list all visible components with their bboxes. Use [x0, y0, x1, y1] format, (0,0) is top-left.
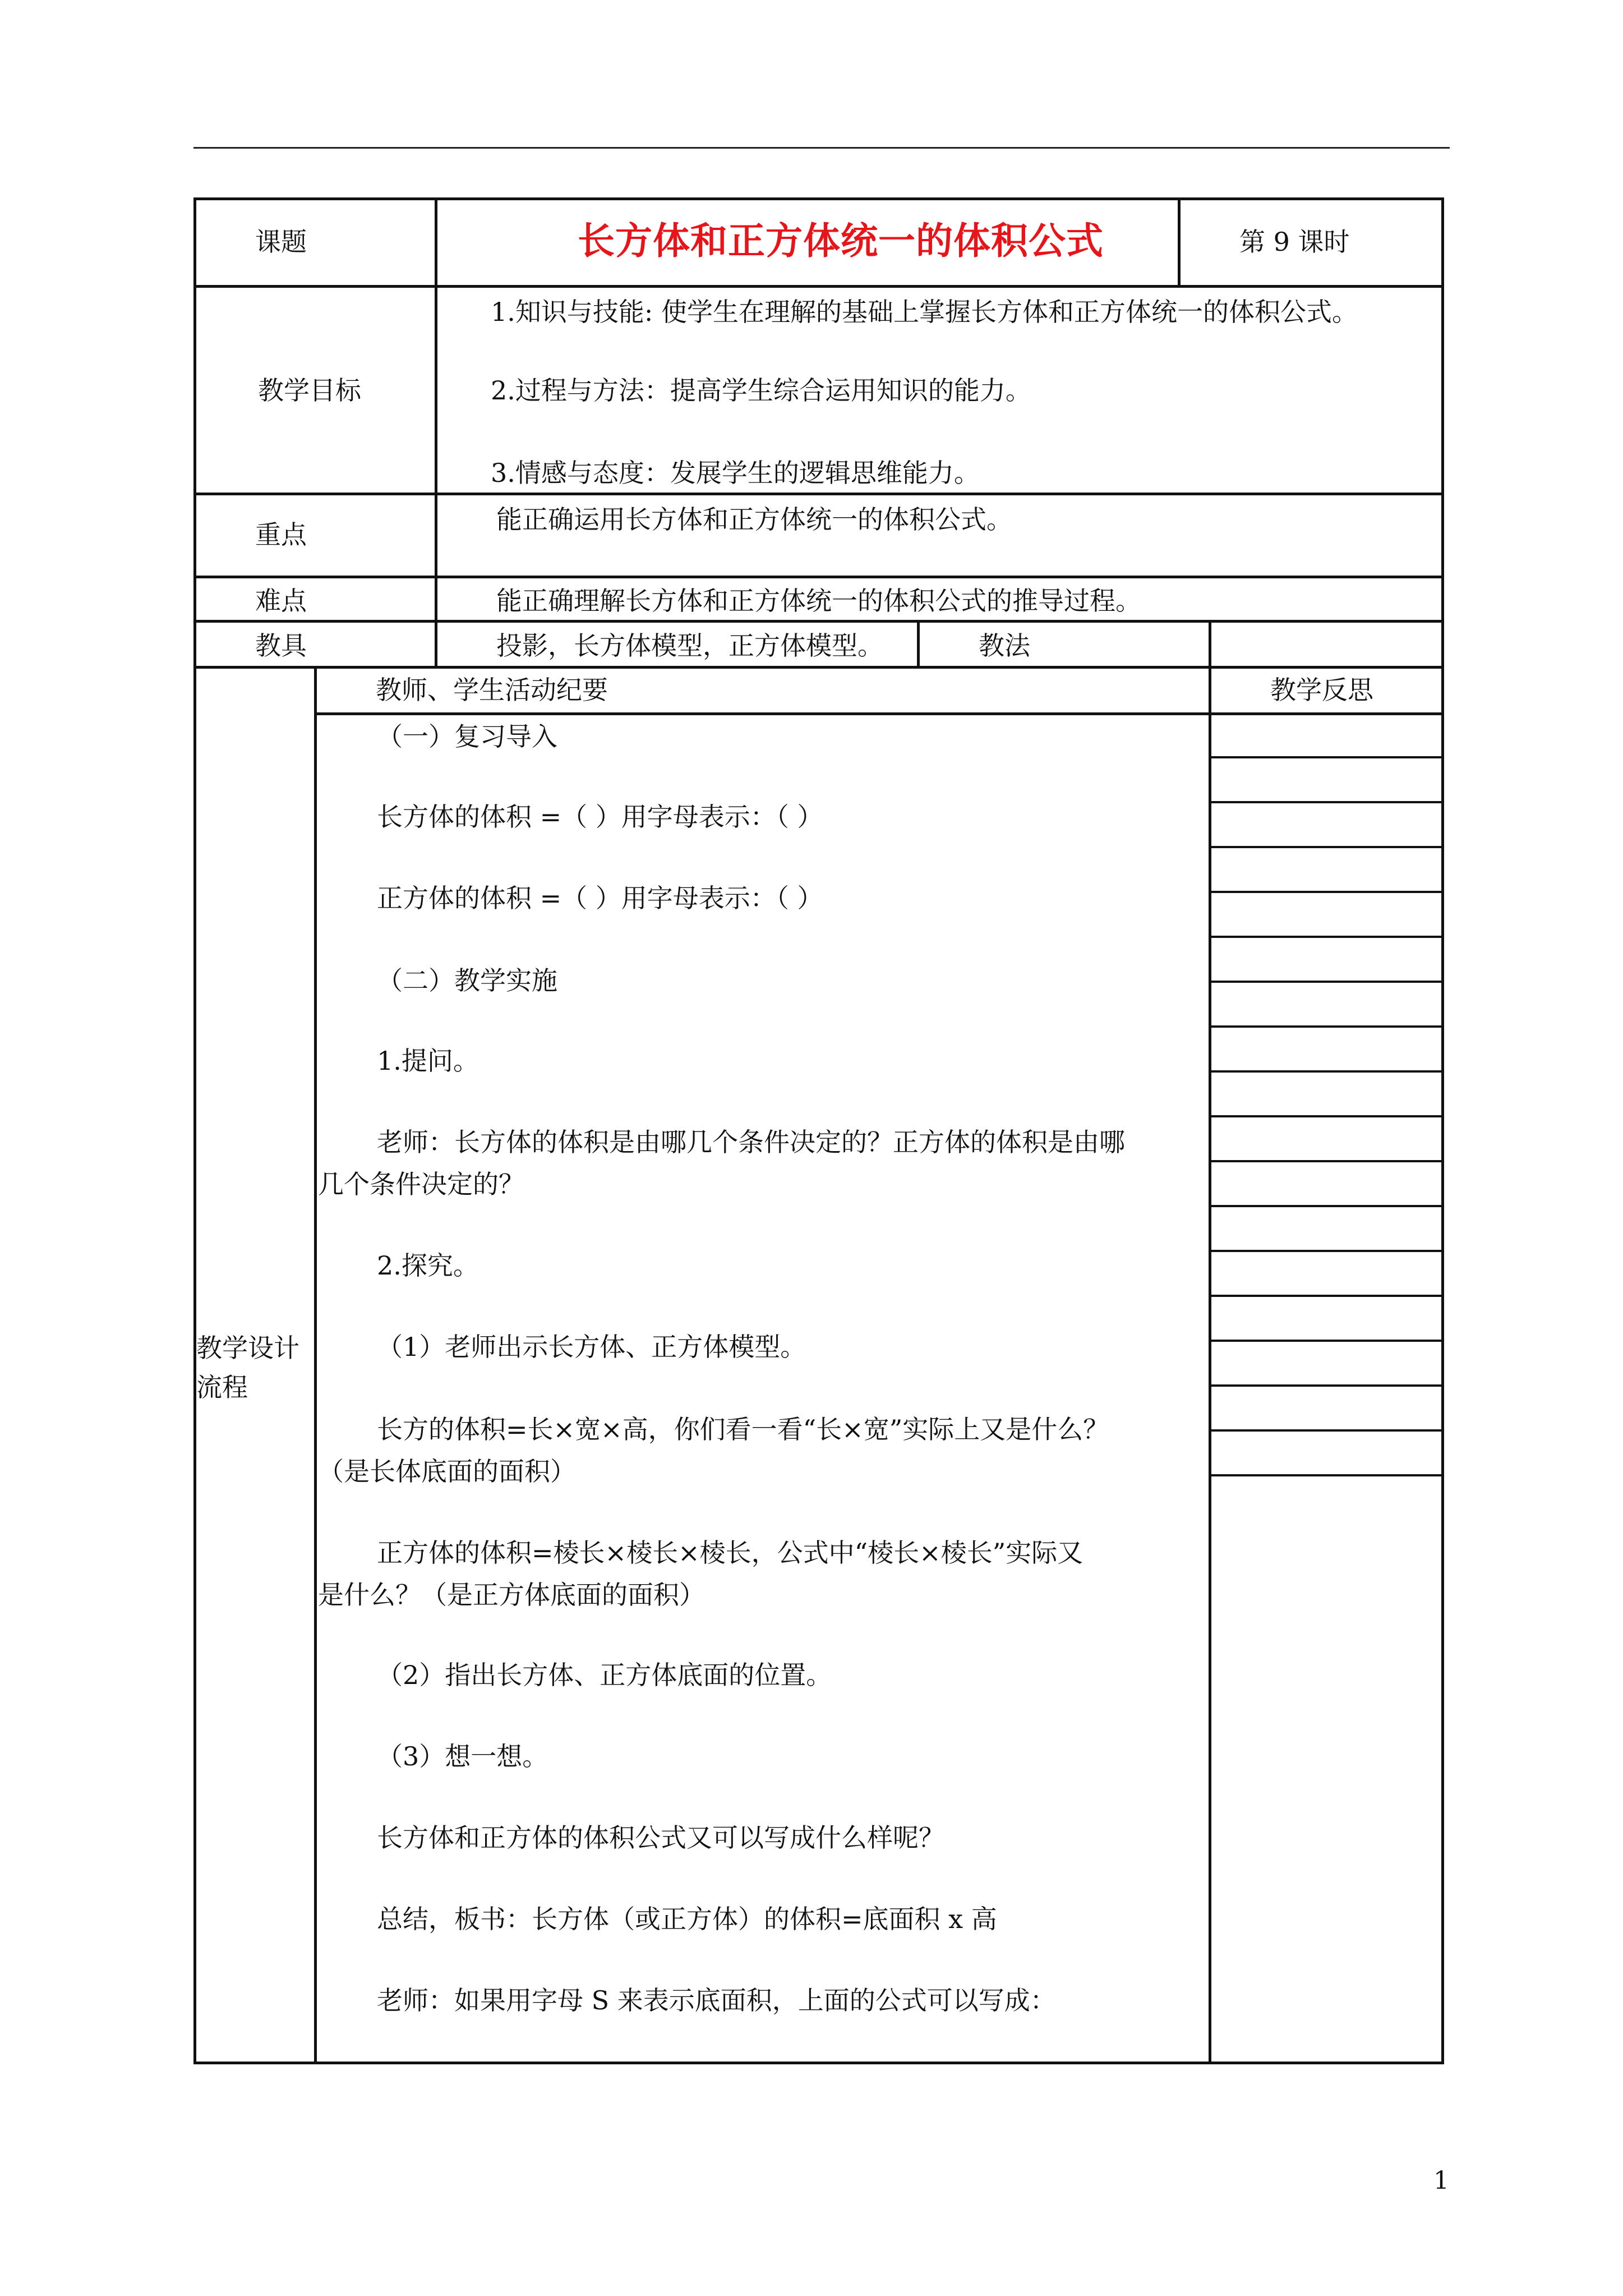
reflection-rule [1209, 1295, 1444, 1297]
goal-item-2: 2.过程与方法：提高学生综合运用知识的能力。 [491, 375, 1031, 406]
table-border-bottom [193, 2062, 1444, 2064]
activity-line: 长方体的体积 =（ ）用字母表示：（ ） [377, 802, 823, 832]
activity-line: 正方体的体积=棱长×棱长×棱长，公式中“棱长×棱长”实际又 [377, 1538, 1083, 1568]
table-border-left [193, 197, 196, 2064]
reflection-rule [1209, 1384, 1444, 1387]
reflection-rule [1209, 1070, 1444, 1073]
activity-line: 1.提问。 [377, 1046, 479, 1076]
col-divider [1209, 620, 1211, 2064]
lesson-number: 第 9 课时 [1239, 227, 1350, 257]
row-divider [193, 285, 1444, 288]
key-point-label: 重点 [255, 519, 307, 550]
activity-line: 长方的体积=长×宽×高，你们看一看“长×宽”实际上又是什么？ [377, 1414, 1109, 1444]
activity-line: （是长体底面的面积） [318, 1456, 576, 1487]
reflection-rule [1209, 891, 1444, 893]
reflection-rule [1209, 1474, 1444, 1476]
activity-line: 是什么？（是正方体底面的面积） [318, 1580, 705, 1610]
table-border-right [1441, 197, 1444, 2064]
row-divider [314, 712, 1444, 715]
design-label-line1: 教学设计 [196, 1333, 299, 1363]
design-label-line2: 流程 [196, 1372, 248, 1402]
method-label: 教法 [979, 631, 1030, 661]
tools-label: 教具 [255, 631, 307, 661]
reflection-rule [1209, 981, 1444, 983]
reflection-rule [1209, 1025, 1444, 1028]
row-divider [193, 620, 1444, 623]
activity-line: 2.探究。 [377, 1250, 479, 1281]
activity-line: 总结，板书：长方体（或正方体）的体积=底面积 x 高 [377, 1904, 997, 1934]
reflection-rule [1209, 1160, 1444, 1162]
reflection-rule [1209, 1205, 1444, 1207]
col-divider [1178, 197, 1181, 287]
activity-line: 老师：如果用字母 S 来表示底面积，上面的公式可以写成： [377, 1985, 1056, 2016]
reflection-header: 教学反思 [1270, 675, 1373, 705]
reflection-rule [1209, 1115, 1444, 1117]
reflection-rule [1209, 846, 1444, 848]
col-divider [314, 666, 317, 2064]
tools-text: 投影，长方体模型，正方体模型。 [496, 631, 883, 661]
reflection-rule [1209, 1340, 1444, 1342]
reflection-rule [1209, 756, 1444, 758]
row-divider [193, 576, 1444, 578]
row-divider [193, 493, 1444, 495]
col-divider [917, 620, 920, 668]
activity-line: （一）复习导入 [377, 721, 557, 752]
page-number: 1 [1433, 2166, 1449, 2195]
reflection-rule [1209, 801, 1444, 803]
topic-label: 课题 [255, 227, 307, 257]
reflection-rule [1209, 936, 1444, 938]
activity-header: 教师、学生活动纪要 [376, 675, 608, 705]
reflection-rule [1209, 1250, 1444, 1252]
activity-line: 老师：长方体的体积是由哪几个条件决定的？正方体的体积是由哪 [377, 1127, 1125, 1157]
goal-item-3: 3.情感与态度：发展学生的逻辑思维能力。 [491, 458, 980, 488]
col-divider [435, 197, 437, 669]
goals-label: 教学目标 [258, 375, 361, 406]
activity-line: （1）老师出示长方体、正方体模型。 [377, 1332, 806, 1362]
difficulty-label: 难点 [255, 586, 307, 616]
activity-line: （3）想一想。 [377, 1741, 548, 1772]
header-rule [193, 147, 1450, 149]
table-border-top [193, 197, 1444, 200]
key-point-text: 能正确运用长方体和正方体统一的体积公式。 [496, 504, 1012, 535]
activity-line: 几个条件决定的？ [318, 1169, 524, 1199]
activity-line: 长方体和正方体的体积公式又可以写成什么样呢？ [377, 1823, 944, 1853]
goal-item-1: 1.知识与技能: 使学生在理解的基础上掌握长方体和正方体统一的体积公式。 [491, 297, 1358, 327]
row-divider [193, 666, 1444, 669]
lesson-title: 长方体和正方体统一的体积公式 [578, 219, 1104, 263]
activity-line: 正方体的体积 =（ ）用字母表示：（ ） [377, 883, 823, 913]
difficulty-text: 能正确理解长方体和正方体统一的体积公式的推导过程。 [496, 586, 1141, 616]
reflection-rule [1209, 1429, 1444, 1432]
activity-line: （二）教学实施 [377, 965, 557, 996]
activity-line: （2）指出长方体、正方体底面的位置。 [377, 1660, 832, 1690]
